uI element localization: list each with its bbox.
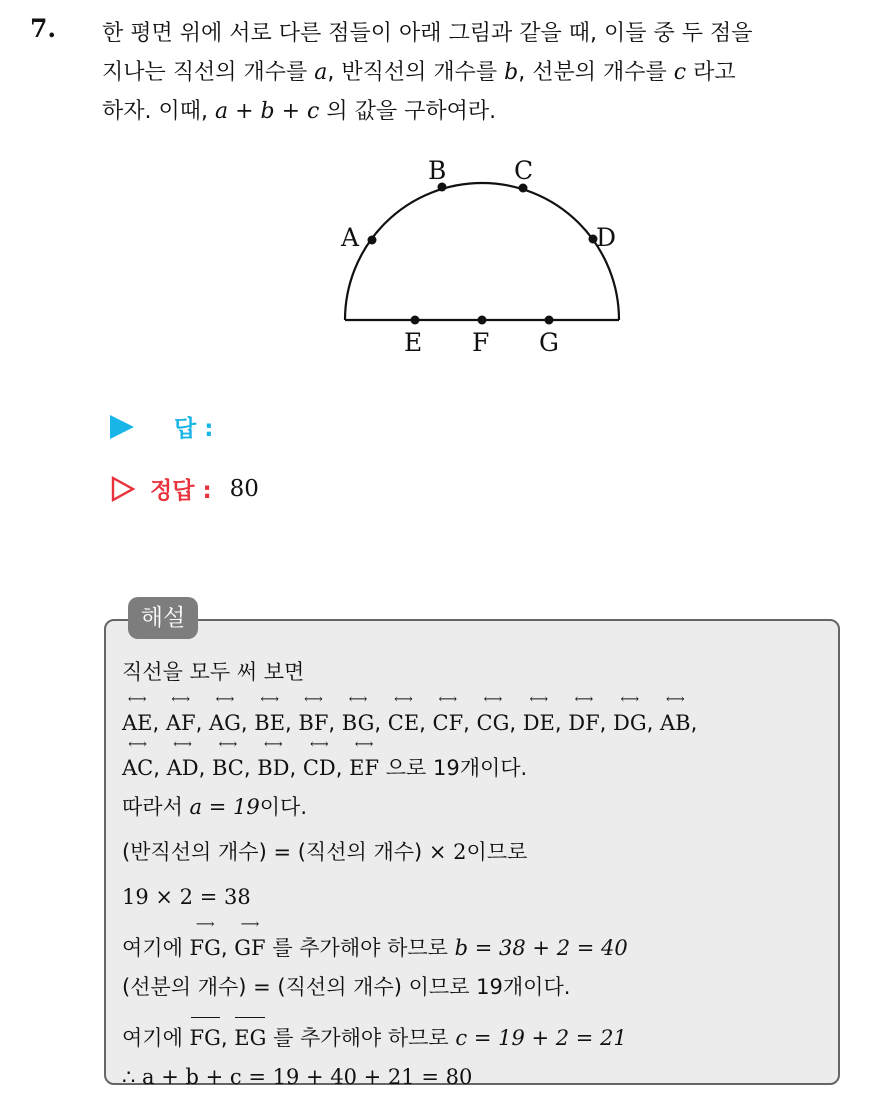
line-symbol: ⟷ AD [166,737,199,780]
label-d: D [596,223,617,252]
solution-line-7: 여기에 ⟶ FG, ⟶ GF 를 추가해야 하므로 b = 38 + 2 = 40 [122,920,832,965]
solution-line-6: 19 × 2 = 38 [122,885,251,909]
ray-symbol: ⟶ FG [189,917,221,960]
solution-lines-row-1: ⟷ AE, ⟷ AF, ⟷ AG, ⟷ BE, ⟷ BF, ⟷ BG, ⟷ CE, ⟷ CF, ⟷ CG, ⟷ DE, ⟷ DF, ⟷ DG, ⟷ AB, [122,695,832,740]
line-symbol: ⟷ AF [165,692,196,735]
label-a: A [341,223,360,252]
point-a [368,236,377,245]
line-symbol: ⟷ BE [254,692,286,735]
answer-label: 답 : [174,416,214,442]
solution-line-10: ∴ a + b + c = 19 + 40 + 21 = 80 [122,1065,473,1089]
label-g: G [539,328,559,357]
solution-lines-row-2: ⟷ AC, ⟷ AD, ⟷ BC, ⟷ BD, ⟷ CD, ⟷ EF 으로 19개이다. [122,740,832,785]
point-g [545,316,554,325]
line-symbol: ⟷ CD [302,737,336,780]
solution-line-4: 따라서 a = 19이다. [122,795,307,819]
label-b: B [428,156,447,185]
correct-answer-label: 정답 : [150,478,212,504]
correct-answer-value: 80 [229,475,259,502]
line-symbol: ⟷ EF [349,737,380,780]
ray-symbol: ⟶ GF [234,917,266,960]
label-c: C [514,156,534,185]
label-f: F [472,328,490,357]
segment-symbol: FG [190,1010,221,1061]
point-e [411,316,420,325]
line-symbol: ⟷ AG [208,692,241,735]
solution-line-9: 여기에 FG, EG 를 추가해야 하므로 c = 19 + 2 = 21 [122,1010,832,1055]
semicircle-arc [345,183,619,320]
solution-tab: 해설 [128,597,198,639]
line-symbol: ⟷ CG [476,692,510,735]
solution-line-1: 직선을 모두 써 보면 [122,660,305,684]
outline-triangle-icon [110,476,136,502]
question-text [102,14,872,131]
line-symbol: ⟷ CE [387,692,420,735]
line-symbol: ⟷ AC [122,737,154,780]
line-symbol: ⟷ BG [341,692,375,735]
solution-line-5: (반직선의 개수) = (직선의 개수) × 2이므로 [122,840,528,864]
semicircle-figure [320,150,640,360]
line-symbol: ⟷ BC [211,737,244,780]
play-triangle-icon [110,415,134,439]
question-line-2: 지나는 직선의 개수를 a, 반직선의 개수를 b, 선분의 개수를 c 라고 [102,60,736,85]
line-symbol: ⟷ DE [522,692,555,735]
correct-answer-row [110,472,259,505]
line-symbol: ⟷ AB [660,692,691,735]
label-e: E [404,328,423,357]
line-symbol: ⟷ BF [298,692,329,735]
line-symbol: ⟷ CF [432,692,464,735]
segment-symbol: EG [234,1010,266,1061]
question-line-3: 하자. 이때, a + b + c 의 값을 구하여라. [102,99,497,124]
question-line-1: 한 평면 위에 서로 다른 점들이 아래 그림과 같을 때, 이들 중 두 점을 [102,21,753,46]
answer-row [110,410,213,443]
line-symbol: ⟷ DG [613,692,647,735]
question-number: 7. [30,14,57,43]
point-f [478,316,487,325]
line-symbol: ⟷ AE [122,692,153,735]
line-symbol: ⟷ DF [568,692,600,735]
solution-line-8: (선분의 개수) = (직선의 개수) 이므로 19개이다. [122,975,571,999]
solution-content [122,650,832,1100]
line-symbol: ⟷ BD [257,737,290,780]
